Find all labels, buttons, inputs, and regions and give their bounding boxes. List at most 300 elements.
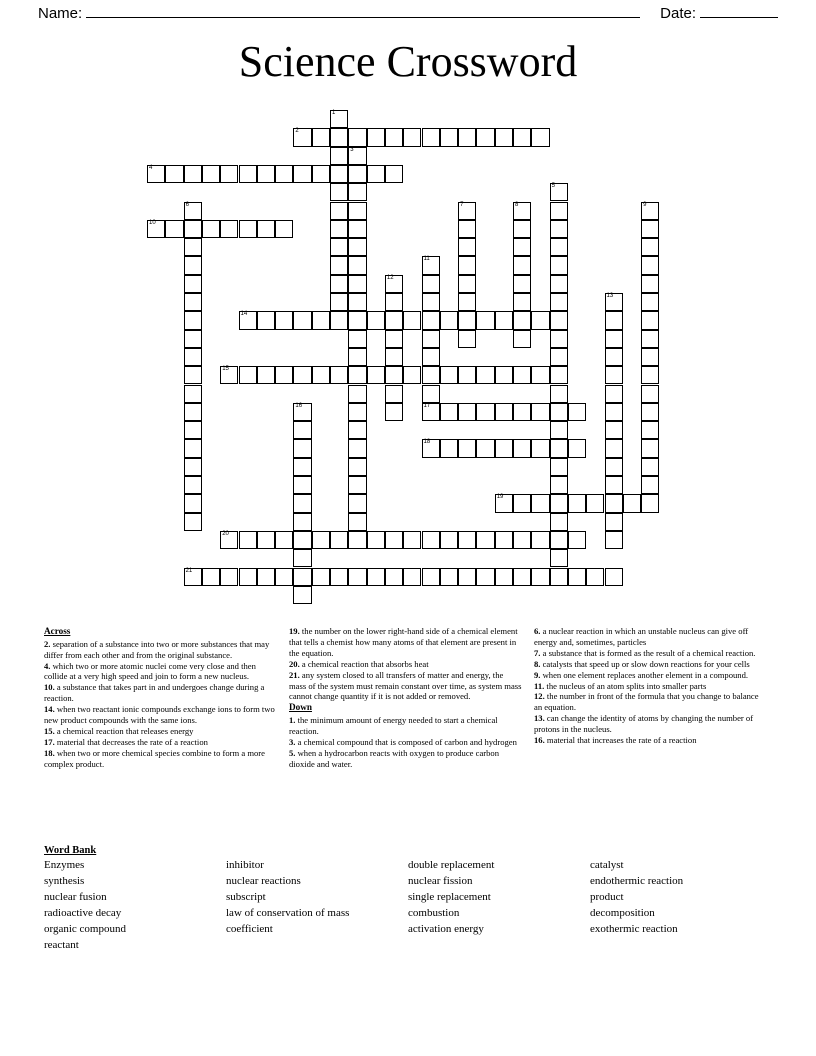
word-bank-item: single replacement [408, 890, 491, 903]
crossword-cell[interactable] [367, 128, 385, 146]
crossword-cell[interactable] [550, 183, 568, 201]
crossword-cell[interactable] [202, 165, 220, 183]
crossword-cell[interactable] [385, 403, 403, 421]
crossword-cell[interactable] [476, 366, 494, 384]
crossword-cell[interactable] [184, 385, 202, 403]
crossword-cell[interactable] [550, 275, 568, 293]
crossword-cell[interactable] [458, 568, 476, 586]
crossword-cell[interactable] [513, 366, 531, 384]
word-bank-item: law of conservation of mass [226, 906, 350, 919]
crossword-cell[interactable] [605, 421, 623, 439]
crossword-cell[interactable] [348, 202, 366, 220]
crossword-cell[interactable] [330, 147, 348, 165]
crossword-cell[interactable] [312, 531, 330, 549]
crossword-cell[interactable] [422, 568, 440, 586]
crossword-cell[interactable] [458, 256, 476, 274]
crossword-cell[interactable] [513, 256, 531, 274]
crossword-cell[interactable] [458, 128, 476, 146]
crossword-cell[interactable] [330, 293, 348, 311]
crossword-cell[interactable] [641, 439, 659, 457]
crossword-cell[interactable] [531, 494, 549, 512]
crossword-cell[interactable] [550, 293, 568, 311]
crossword-cell[interactable] [605, 330, 623, 348]
crossword-cell[interactable] [184, 476, 202, 494]
crossword-cell[interactable] [605, 494, 623, 512]
crossword-cell[interactable] [348, 568, 366, 586]
crossword-cell[interactable] [550, 439, 568, 457]
crossword-cell[interactable] [531, 439, 549, 457]
crossword-cell[interactable] [330, 183, 348, 201]
crossword-cell[interactable] [385, 568, 403, 586]
crossword-cell[interactable] [550, 476, 568, 494]
crossword-cell[interactable] [312, 311, 330, 329]
crossword-cell[interactable] [440, 311, 458, 329]
crossword-cell[interactable] [495, 568, 513, 586]
crossword-cell[interactable] [458, 366, 476, 384]
crossword-cell[interactable] [275, 220, 293, 238]
crossword-cell[interactable] [330, 202, 348, 220]
crossword-cell[interactable] [184, 348, 202, 366]
crossword-cell[interactable] [641, 385, 659, 403]
crossword-cell[interactable] [476, 439, 494, 457]
crossword-cell[interactable] [348, 238, 366, 256]
crossword-cell[interactable] [641, 256, 659, 274]
crossword-cell[interactable] [550, 238, 568, 256]
crossword-cell[interactable] [275, 165, 293, 183]
crossword-cell[interactable] [550, 403, 568, 421]
crossword-cell[interactable] [184, 238, 202, 256]
crossword-cell[interactable] [641, 403, 659, 421]
crossword-cell[interactable] [568, 494, 586, 512]
crossword-cell[interactable] [550, 458, 568, 476]
crossword-cell[interactable] [641, 311, 659, 329]
crossword-cell[interactable] [531, 311, 549, 329]
crossword-cell[interactable] [440, 366, 458, 384]
crossword-cell[interactable] [275, 531, 293, 549]
cell-number: 21 [185, 567, 193, 574]
crossword-cell[interactable] [422, 531, 440, 549]
crossword-cell[interactable] [513, 220, 531, 238]
crossword-cell[interactable] [293, 586, 311, 604]
crossword-cell[interactable] [348, 275, 366, 293]
crossword-cell[interactable] [257, 568, 275, 586]
crossword-cell[interactable] [568, 531, 586, 549]
crossword-cell[interactable] [293, 165, 311, 183]
crossword-cell[interactable] [605, 293, 623, 311]
crossword-cell[interactable] [458, 220, 476, 238]
crossword-cell[interactable] [605, 366, 623, 384]
crossword-cell[interactable] [605, 568, 623, 586]
crossword-cell[interactable] [385, 311, 403, 329]
crossword-cell[interactable] [476, 568, 494, 586]
crossword-cell[interactable] [330, 256, 348, 274]
crossword-cell[interactable] [385, 275, 403, 293]
cell-number: 14 [240, 311, 248, 318]
crossword-cell[interactable] [550, 202, 568, 220]
word-bank-item: double replacement [408, 859, 495, 871]
crossword-cell[interactable] [147, 165, 165, 183]
crossword-cell[interactable] [641, 348, 659, 366]
crossword-cell[interactable] [440, 403, 458, 421]
word-bank-item: activation energy [408, 922, 484, 935]
crossword-cell[interactable] [348, 403, 366, 421]
crossword-cell[interactable] [293, 128, 311, 146]
cell-number: 9 [643, 201, 647, 208]
crossword-cell[interactable] [550, 256, 568, 274]
crossword-cell[interactable] [275, 311, 293, 329]
crossword-cell[interactable] [550, 366, 568, 384]
crossword-cell[interactable] [330, 275, 348, 293]
crossword-cell[interactable] [348, 513, 366, 531]
crossword-cell[interactable] [458, 403, 476, 421]
crossword-cell[interactable] [293, 513, 311, 531]
crossword-cell[interactable] [513, 330, 531, 348]
crossword-cell[interactable] [385, 293, 403, 311]
crossword-cell[interactable] [202, 220, 220, 238]
crossword-cell[interactable] [531, 403, 549, 421]
crossword-cell[interactable] [348, 220, 366, 238]
crossword-cell[interactable] [312, 568, 330, 586]
crossword-cell[interactable] [348, 311, 366, 329]
crossword-cell[interactable] [239, 366, 257, 384]
crossword-cell[interactable] [293, 568, 311, 586]
crossword-cell[interactable] [513, 293, 531, 311]
crossword-cell[interactable] [348, 147, 366, 165]
crossword-cell[interactable] [184, 330, 202, 348]
crossword-cell[interactable] [422, 348, 440, 366]
crossword-cell[interactable] [458, 330, 476, 348]
crossword-cell[interactable] [293, 531, 311, 549]
clue-item: 16. material that increases the rate of a reaction [534, 735, 697, 746]
crossword-cell[interactable] [641, 330, 659, 348]
crossword-cell[interactable] [513, 311, 531, 329]
clue-number: 20. [289, 658, 300, 669]
crossword-cell[interactable] [422, 330, 440, 348]
crossword-cell[interactable] [330, 238, 348, 256]
crossword-cell[interactable] [257, 165, 275, 183]
crossword-cell[interactable] [220, 165, 238, 183]
crossword-cell[interactable] [293, 458, 311, 476]
crossword-cell[interactable] [568, 439, 586, 457]
crossword-cell[interactable] [641, 202, 659, 220]
crossword-cell[interactable] [385, 385, 403, 403]
crossword-cell[interactable] [275, 568, 293, 586]
crossword-cell[interactable] [257, 531, 275, 549]
crossword-cell[interactable] [184, 458, 202, 476]
crossword-cell[interactable] [348, 128, 366, 146]
crossword-cell[interactable] [641, 421, 659, 439]
crossword-cell[interactable] [531, 531, 549, 549]
crossword-cell[interactable] [312, 128, 330, 146]
crossword-cell[interactable] [422, 311, 440, 329]
crossword-cell[interactable] [184, 256, 202, 274]
crossword-cell[interactable] [422, 275, 440, 293]
crossword-cell[interactable] [293, 421, 311, 439]
word-bank-heading: Word Bank [44, 845, 97, 856]
crossword-cell[interactable] [348, 348, 366, 366]
crossword-cell[interactable] [641, 458, 659, 476]
crossword-cell[interactable] [513, 202, 531, 220]
crossword-cell[interactable] [605, 311, 623, 329]
clue-item: 5. when a hydrocarbon reacts with oxygen to produce carbon dioxide and water. [289, 747, 500, 769]
crossword-cell[interactable] [220, 220, 238, 238]
crossword-cell[interactable] [330, 220, 348, 238]
crossword-cell[interactable] [348, 476, 366, 494]
crossword-cell[interactable] [440, 128, 458, 146]
crossword-cell[interactable] [184, 421, 202, 439]
crossword-cell[interactable] [403, 568, 421, 586]
clue-item: 11. the nucleus of an atom splits into smaller parts [534, 680, 707, 691]
crossword-cell[interactable] [605, 458, 623, 476]
crossword-cell[interactable] [476, 128, 494, 146]
crossword-cell[interactable] [586, 494, 604, 512]
crossword-cell[interactable] [184, 366, 202, 384]
crossword-cell[interactable] [550, 330, 568, 348]
crossword-cell[interactable] [348, 421, 366, 439]
crossword-cell[interactable] [348, 385, 366, 403]
crossword-cell[interactable] [165, 220, 183, 238]
crossword-cell[interactable] [257, 220, 275, 238]
crossword-cell[interactable] [348, 183, 366, 201]
crossword-cell[interactable] [184, 275, 202, 293]
crossword-cell[interactable] [184, 403, 202, 421]
crossword-cell[interactable] [531, 366, 549, 384]
crossword-cell[interactable] [220, 366, 238, 384]
crossword-cell[interactable] [605, 531, 623, 549]
crossword-cell[interactable] [641, 238, 659, 256]
crossword-cell[interactable] [293, 366, 311, 384]
clue-number: 2. [44, 638, 51, 649]
crossword-cell[interactable] [403, 366, 421, 384]
crossword-cell[interactable] [605, 385, 623, 403]
clue-number: 19. [289, 626, 300, 636]
crossword-cell[interactable] [531, 128, 549, 146]
crossword-cell[interactable] [422, 128, 440, 146]
crossword-cell[interactable] [348, 165, 366, 183]
crossword-cell[interactable] [348, 256, 366, 274]
word-bank-column [44, 858, 226, 954]
clue-number: 17. [44, 736, 55, 747]
crossword-cell[interactable] [348, 366, 366, 384]
crossword-cell[interactable] [550, 513, 568, 531]
crossword-cell[interactable] [495, 366, 513, 384]
crossword-cell[interactable] [239, 165, 257, 183]
crossword-cell[interactable] [403, 128, 421, 146]
crossword-cell[interactable] [458, 531, 476, 549]
crossword-cell[interactable] [476, 403, 494, 421]
crossword-cell[interactable] [348, 330, 366, 348]
crossword-cell[interactable] [422, 385, 440, 403]
crossword-cell[interactable] [641, 476, 659, 494]
crossword-cell[interactable] [440, 439, 458, 457]
clue-item: 18. when two or more chemical species combine to form a more complex product. [44, 747, 265, 769]
crossword-cell[interactable] [605, 403, 623, 421]
crossword-cell[interactable] [403, 531, 421, 549]
crossword-cell[interactable] [550, 348, 568, 366]
cell-number: 11 [423, 256, 430, 263]
crossword-cell[interactable] [367, 531, 385, 549]
crossword-cell[interactable] [184, 165, 202, 183]
crossword-cell[interactable] [605, 439, 623, 457]
crossword-cell[interactable] [422, 403, 440, 421]
crossword-cell[interactable] [458, 439, 476, 457]
crossword-cell[interactable] [293, 494, 311, 512]
crossword-cell[interactable] [422, 439, 440, 457]
crossword-cell[interactable] [330, 531, 348, 549]
crossword-cell[interactable] [385, 531, 403, 549]
crossword-cell[interactable] [440, 531, 458, 549]
crossword-cell[interactable] [495, 531, 513, 549]
crossword-cell[interactable] [385, 128, 403, 146]
crossword-cell[interactable] [330, 110, 348, 128]
crossword-cell[interactable] [275, 366, 293, 384]
crossword-cell[interactable] [605, 476, 623, 494]
crossword-cell[interactable] [568, 568, 586, 586]
crossword-cell[interactable] [367, 311, 385, 329]
crossword-cell[interactable] [403, 311, 421, 329]
crossword-cell[interactable] [550, 568, 568, 586]
crossword-cell[interactable] [312, 366, 330, 384]
crossword-cell[interactable] [220, 568, 238, 586]
crossword-cell[interactable] [330, 165, 348, 183]
crossword-cell[interactable] [184, 568, 202, 586]
cell-number: 17 [423, 402, 431, 409]
crossword-cell[interactable] [641, 494, 659, 512]
cell-number: 8 [515, 201, 519, 208]
cell-number: 2 [295, 128, 299, 135]
crossword-cell[interactable] [293, 549, 311, 567]
crossword-cell[interactable] [293, 439, 311, 457]
crossword-cell[interactable] [348, 293, 366, 311]
crossword-cell[interactable] [513, 439, 531, 457]
crossword-cell[interactable] [330, 568, 348, 586]
crossword-cell[interactable] [495, 403, 513, 421]
crossword-cell[interactable] [641, 366, 659, 384]
clue-number: 21. [289, 669, 300, 680]
crossword-cell[interactable] [495, 494, 513, 512]
crossword-cell[interactable] [513, 403, 531, 421]
crossword-cell[interactable] [641, 220, 659, 238]
crossword-cell[interactable] [367, 568, 385, 586]
crossword-cell[interactable] [385, 165, 403, 183]
crossword-cell[interactable] [385, 366, 403, 384]
crossword-cell[interactable] [513, 128, 531, 146]
crossword-cell[interactable] [458, 311, 476, 329]
clue-column-3 [534, 626, 780, 836]
crossword-cell[interactable] [550, 421, 568, 439]
crossword-cell[interactable] [605, 513, 623, 531]
crossword-cell[interactable] [385, 330, 403, 348]
clues-section [44, 626, 780, 836]
crossword-cell[interactable] [623, 494, 641, 512]
crossword-cell[interactable] [550, 311, 568, 329]
crossword-cell[interactable] [476, 311, 494, 329]
crossword-cell[interactable] [367, 165, 385, 183]
crossword-cell[interactable] [147, 220, 165, 238]
crossword-cell[interactable] [458, 275, 476, 293]
crossword-cell[interactable] [513, 238, 531, 256]
crossword-cell[interactable] [202, 568, 220, 586]
crossword-cell[interactable] [257, 366, 275, 384]
crossword-cell[interactable] [184, 439, 202, 457]
crossword-cell[interactable] [239, 220, 257, 238]
crossword-cell[interactable] [641, 293, 659, 311]
crossword-cell[interactable] [165, 165, 183, 183]
crossword-cell[interactable] [239, 568, 257, 586]
crossword-cell[interactable] [239, 531, 257, 549]
crossword-cell[interactable] [531, 568, 549, 586]
crossword-cell[interactable] [348, 531, 366, 549]
crossword-cell[interactable] [476, 531, 494, 549]
crossword-cell[interactable] [422, 256, 440, 274]
crossword-cell[interactable] [312, 165, 330, 183]
crossword-cell[interactable] [586, 568, 604, 586]
crossword-cell[interactable] [330, 128, 348, 146]
crossword-cell[interactable] [184, 513, 202, 531]
clue-number: 7. [534, 647, 541, 658]
crossword-cell[interactable] [184, 293, 202, 311]
word-bank-item: catalyst [590, 859, 624, 871]
crossword-cell[interactable] [513, 531, 531, 549]
crossword-cell[interactable] [513, 494, 531, 512]
crossword-cell[interactable] [422, 366, 440, 384]
crossword-cell[interactable] [385, 348, 403, 366]
crossword-cell[interactable] [184, 202, 202, 220]
crossword-cell[interactable] [257, 311, 275, 329]
crossword-cell[interactable] [330, 311, 348, 329]
crossword-cell[interactable] [422, 293, 440, 311]
crossword-cell[interactable] [495, 311, 513, 329]
crossword-cell[interactable] [293, 403, 311, 421]
crossword-cell[interactable] [550, 494, 568, 512]
crossword-cell[interactable] [550, 549, 568, 567]
crossword-cell[interactable] [184, 311, 202, 329]
crossword-cell[interactable] [184, 220, 202, 238]
crossword-cell[interactable] [220, 531, 238, 549]
crossword-cell[interactable] [495, 128, 513, 146]
crossword-cell[interactable] [293, 311, 311, 329]
crossword-cell[interactable] [458, 293, 476, 311]
crossword-cell[interactable] [550, 385, 568, 403]
crossword-cell[interactable] [440, 568, 458, 586]
clue-item: 20. a chemical reaction that absorbs heat [289, 658, 429, 669]
word-bank-item: product [590, 890, 624, 903]
crossword-cell[interactable] [348, 494, 366, 512]
crossword-cell[interactable] [513, 275, 531, 293]
crossword-cell[interactable] [330, 366, 348, 384]
crossword-cell[interactable] [513, 568, 531, 586]
crossword-cell[interactable] [348, 458, 366, 476]
crossword-cell[interactable] [239, 311, 257, 329]
crossword-cell[interactable] [550, 220, 568, 238]
crossword-cell[interactable] [367, 366, 385, 384]
word-bank-item: radioactive decay [44, 906, 122, 919]
crossword-cell[interactable] [568, 403, 586, 421]
crossword-cell[interactable] [348, 439, 366, 457]
crossword-cell[interactable] [184, 494, 202, 512]
crossword-cell[interactable] [293, 476, 311, 494]
page-title: Science Crossword [238, 37, 578, 86]
crossword-cell[interactable] [605, 348, 623, 366]
crossword-cell[interactable] [458, 238, 476, 256]
clue-number: 14. [44, 704, 55, 715]
crossword-cell[interactable] [495, 439, 513, 457]
word-bank-item: coefficient [226, 922, 273, 935]
crossword-cell[interactable] [458, 202, 476, 220]
clue-item: 21. any system closed to all transfers of matter and energy, the mass of the system must remain constant over time, as system mass cannot change quantity if it is not added or removed. [289, 669, 522, 702]
crossword-cell[interactable] [641, 275, 659, 293]
crossword-cell[interactable] [550, 531, 568, 549]
